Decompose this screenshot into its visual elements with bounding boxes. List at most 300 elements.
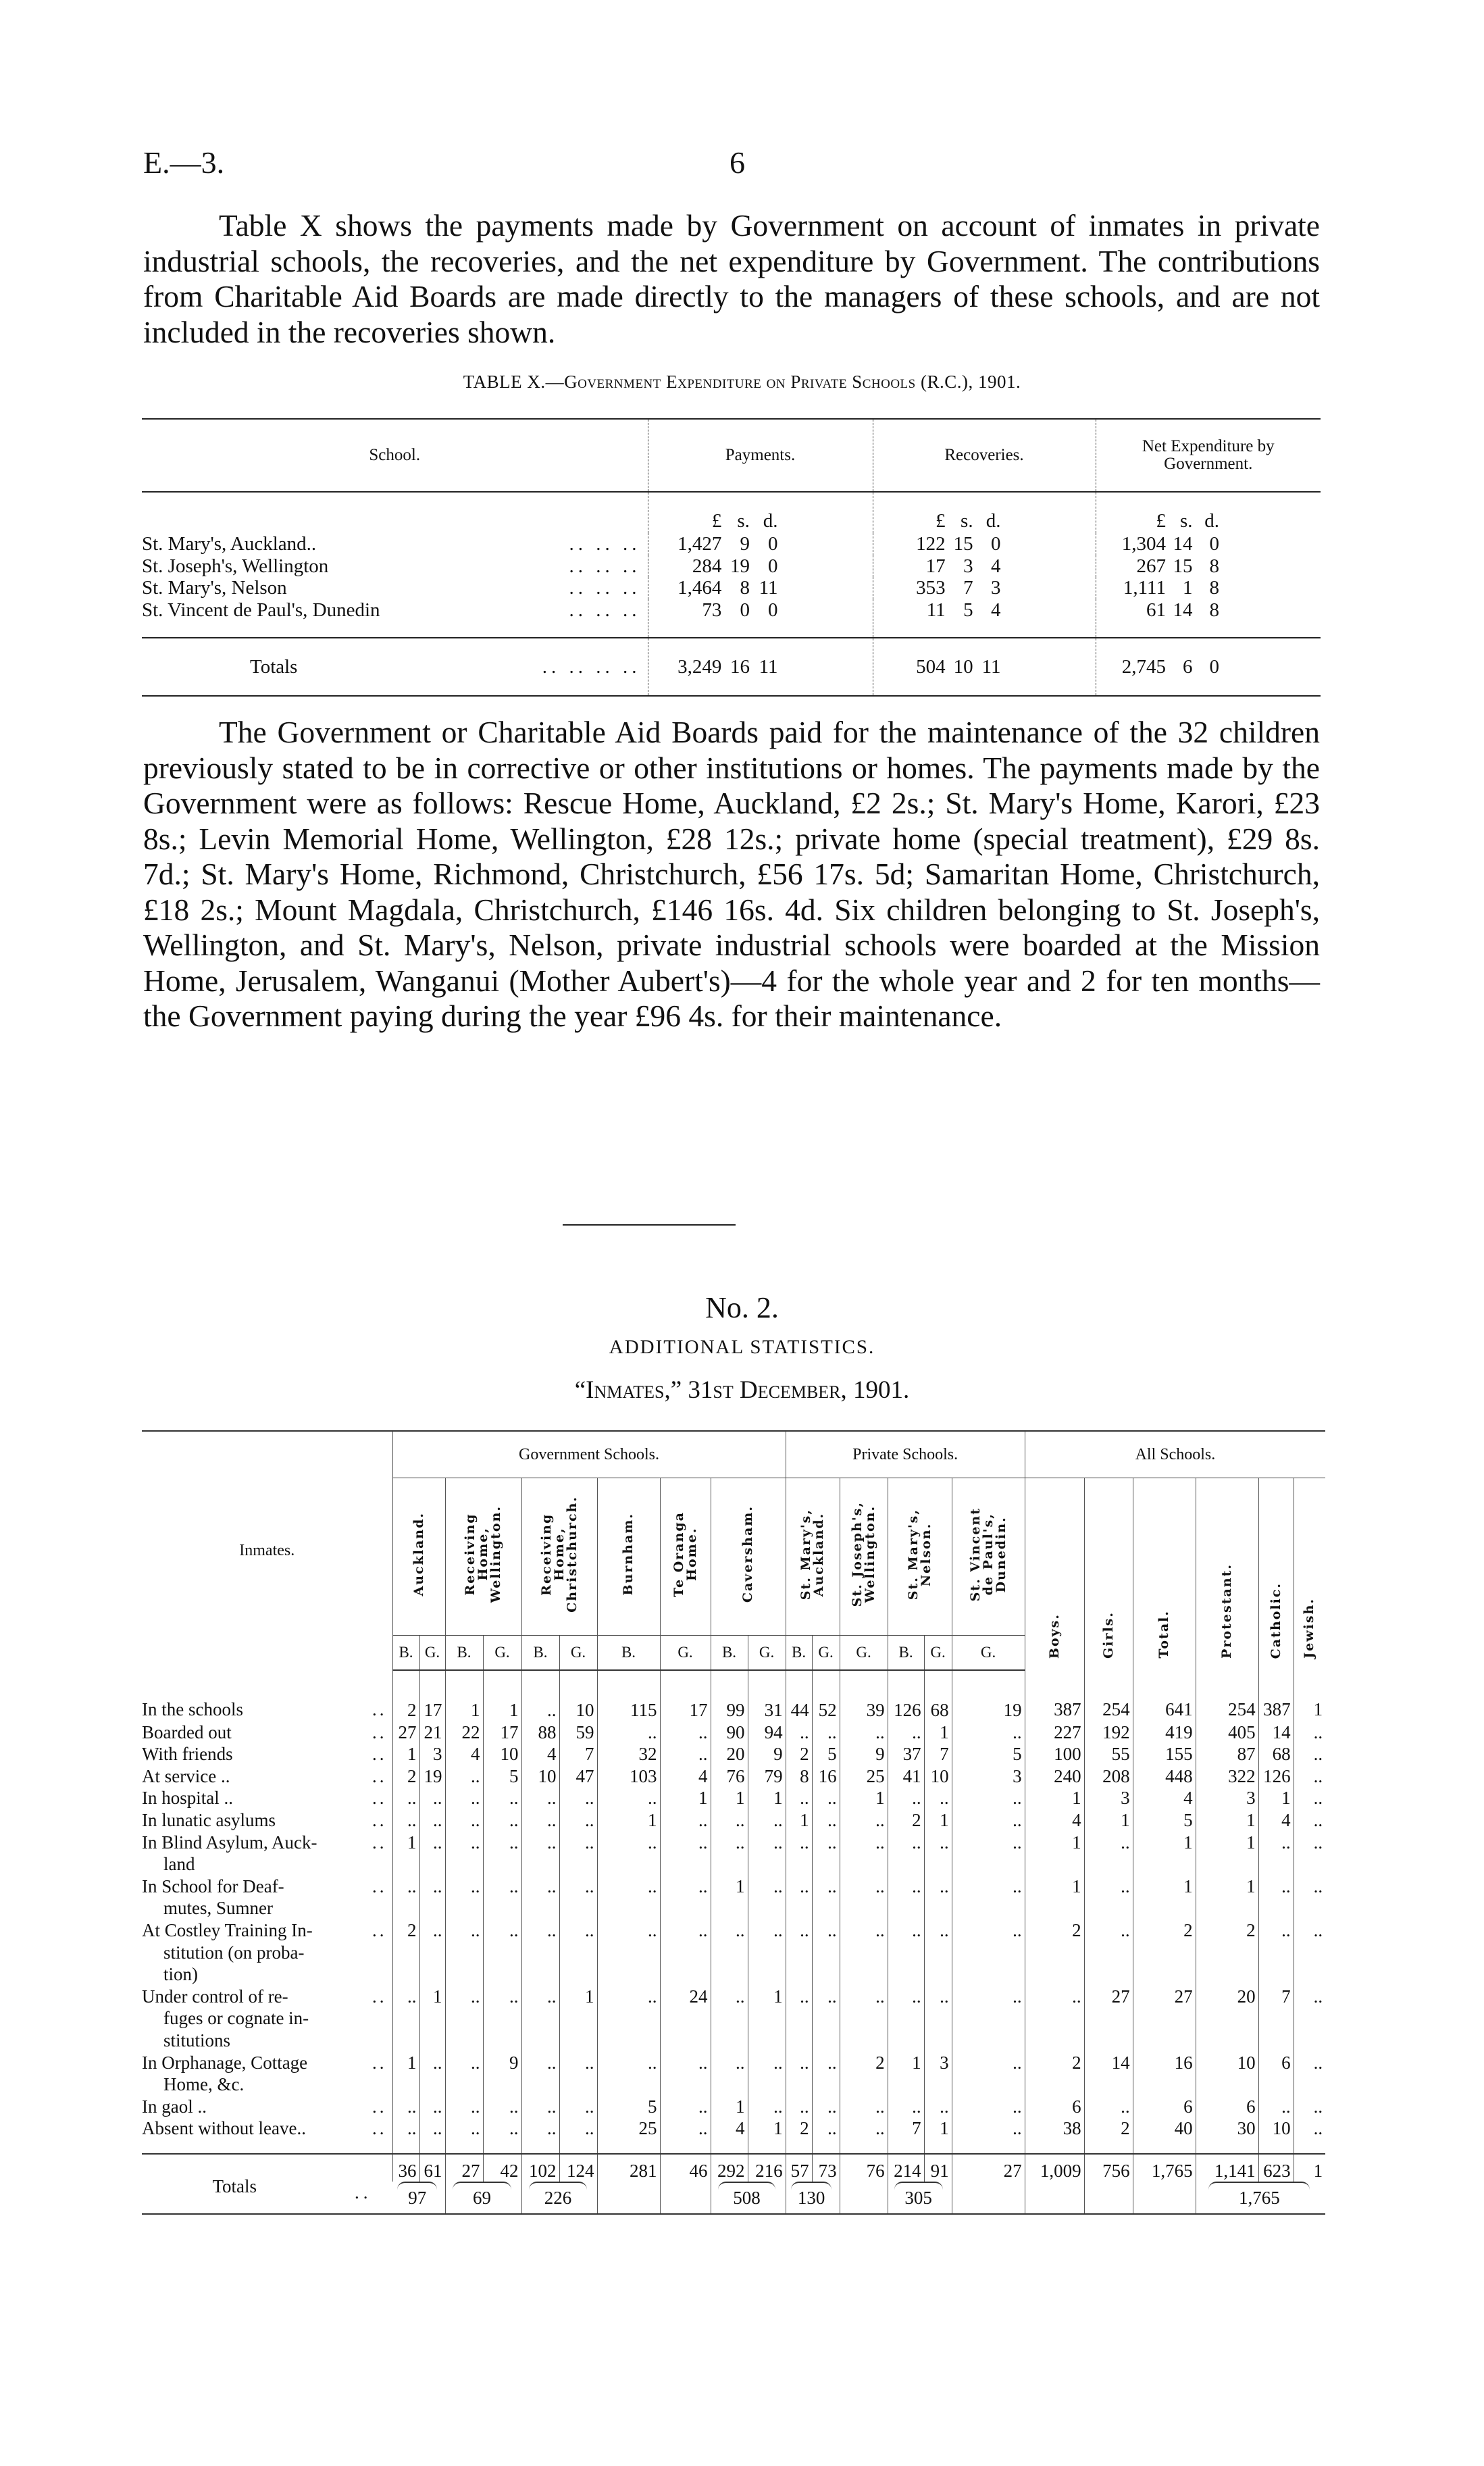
girls-subheader: G. [748,1636,786,1671]
table-cell: 20 [711,1743,748,1765]
school-name: Receiving Home, Christchurch. [538,1496,580,1613]
leader-dots: .. .. .. [569,533,641,555]
table-cell: 25 [840,1765,888,1788]
recoveries-pence: 4 [991,599,1001,621]
table-cell: 31 [748,1670,786,1721]
table-cell: 4 [711,2117,748,2140]
school-column-header [521,1478,597,1636]
table-cell: .. [445,1986,483,2052]
row-label: In Blind Asylum, Auck- land [142,1832,317,1875]
table-cell: .. [786,1721,812,1744]
table-cell: .. [483,1787,521,1809]
table-cell: .. [597,2052,660,2096]
girls-subheader: G. [559,1636,597,1671]
row-label: In School for Deaf- mutes, Sumner [142,1876,284,1919]
aggregate-column-label: Total. [1156,1610,1172,1659]
table-cell: 68 [924,1670,952,1721]
leader-dots: .. [372,2052,387,2073]
table-cell: .. [419,1919,445,1986]
total-cell: 91 [924,2154,952,2182]
net-amount [1096,533,1321,555]
table-cell: .. [840,1986,888,2052]
table-cell: 1 [483,1670,521,1721]
school-column-header [840,1478,888,1636]
table-cell: .. [419,2117,445,2140]
units-row [142,492,1321,533]
table-cell: .. [445,1919,483,1986]
table-cell: 38 [1025,2117,1084,2140]
total-net-shillings: 6 [1182,655,1193,678]
recoveries-pence: 4 [991,555,1001,577]
leader-dots: .. [372,1809,387,1830]
table-cell: 7 [924,1743,952,1765]
table-cell: 27 [1133,1986,1196,2052]
table-cell: 6 [1133,2096,1196,2118]
table-cell: .. [660,1743,711,1765]
table-cell: 1 [1084,1809,1133,1832]
table-cell: .. [888,1986,924,2052]
table-cell: .. [812,2096,840,2118]
payments-shillings: 9 [740,533,750,555]
table-cell: .. [1294,1809,1325,1832]
girls-subheader: G. [952,1636,1025,1671]
table-cell: .. [711,1986,748,2052]
table-cell: 94 [748,1721,786,1744]
table-cell: .. [812,1809,840,1832]
subtotal-value: 130 [791,2182,831,2209]
boys-subheader: B. [521,1636,559,1671]
unit-shillings: s. [961,510,973,532]
subtotal-cell [392,2182,445,2214]
school-name: St. Mary's, Nelson [142,577,287,599]
table-row [142,1986,1325,2052]
table-cell: 9 [748,1743,786,1765]
table-cell: 1 [392,1743,419,1765]
subtotal-value: 226 [529,2182,587,2209]
table-row [142,1919,1325,1986]
total-cell: 61 [419,2154,445,2182]
table-cell: .. [1294,1986,1325,2052]
table-cell: .. [888,1876,924,1919]
col-header-payments: Payments. [648,419,873,492]
table-cell: 5 [597,2096,660,2118]
leader-dots: .. .. .. [569,599,641,621]
table-cell: .. [748,2052,786,2096]
total-cell: 214 [888,2154,924,2182]
total-cell: 42 [483,2154,521,2182]
recoveries-pence: 3 [991,577,1001,599]
table-cell: .. [888,1787,924,1809]
recoveries-amount [873,599,1096,622]
recoveries-amount [873,577,1096,599]
school-column-header [952,1478,1025,1636]
leader-dots: .. .. .. [569,577,641,599]
table-cell: .. [445,1876,483,1919]
aggregate-column-label: Catholic. [1268,1582,1283,1659]
recoveries-amount [873,533,1096,555]
table-row [142,2117,1325,2140]
table-cell: .. [660,2117,711,2140]
table-cell: .. [1294,2052,1325,2096]
table-cell: 1 [1133,1832,1196,1876]
table-row [142,533,1321,555]
table-cell: 1 [1133,1876,1196,1919]
table-cell: 419 [1133,1721,1196,1744]
table-cell: .. [660,1832,711,1876]
table-cell: .. [711,2052,748,2096]
table-row [142,1743,1325,1765]
table-cell: .. [1294,2117,1325,2140]
totals-label: Totals [212,2176,257,2197]
table-cell: 52 [812,1670,840,1721]
table-cell: 20 [1196,1986,1258,2052]
table-cell: 227 [1025,1721,1084,1744]
table-cell: 5 [483,1765,521,1788]
section-divider [563,1224,736,1226]
table-cell: .. [392,2096,419,2118]
table-cell: .. [419,1832,445,1876]
table-cell: .. [597,1876,660,1919]
net-shillings: 14 [1173,599,1193,621]
col-header-recoveries: Recoveries. [873,419,1096,492]
totals-label: Totals [250,655,298,678]
recoveries-pounds: 17 [925,555,946,577]
table-cell: 10 [521,1765,559,1788]
table-cell: .. [888,2096,924,2118]
table-cell: 3 [1196,1787,1258,1809]
table-cell: .. [748,1876,786,1919]
table-cell: .. [483,2117,521,2140]
unit-pounds: £ [1156,510,1166,532]
table-cell: 17 [660,1670,711,1721]
table-cell: .. [419,2096,445,2118]
payments-pence: 0 [768,555,778,577]
leader-dots: .. [372,2118,387,2139]
table-cell: .. [559,1876,597,1919]
table-cell: 6 [1258,2052,1294,2096]
paragraph-table-x-intro: Table X shows the payments made by Government on account of inmates in private industrial schools, the recoveries, and the net expenditure by Government. The contributions from Charitable Aid Boards are made directly to the managers of these schools, and are not included in the recoveries shown. [143,208,1320,349]
aggregate-column-header [1025,1478,1084,1671]
table-cell: 16 [812,1765,840,1788]
leader-dots: .. [372,1744,387,1765]
boys-subheader: B. [597,1636,660,1671]
table-cell: .. [521,1670,559,1721]
table-cell: .. [419,1876,445,1919]
table-cell: .. [952,1832,1025,1876]
school-name: Burnham. [621,1513,636,1596]
table-cell: .. [952,1876,1025,1919]
subtotal-cell [786,2182,840,2214]
row-label: In lunatic asylums [142,1809,276,1830]
table-cell: .. [1294,1876,1325,1919]
table-cell: .. [952,2052,1025,2096]
table-cell: .. [559,1809,597,1832]
table-cell: .. [786,1876,812,1919]
table-cell: 1 [711,1787,748,1809]
table-cell: .. [521,1787,559,1809]
table-cell: 10 [483,1743,521,1765]
paragraph-maintenance-payments: The Government or Charitable Aid Boards paid for the maintenance of the 32 children previously stated to be in corrective or other institutions or homes. The payments made by the Government were as follows: Rescue Home, Auckland, £2 2s.; St. Mary's Home, Karori, £23 8s.; Levin Memorial Home, Wellington, £28 12s.; private home (special treatment), £29 8s. 7d.; St. Mary's Home, Richmond, Christchurch, £56 17s. 5d; Samaritan Home, Christchurch, £18 2s.; Mount Magdala, Christchurch, £146 16s. 4d. Six children belonging to St. Joseph's, Wellington, and St. Mary's, Nelson, private industrial schools were boarded at the Mission Home, Jerusalem, Wanganui (Mother Aubert's)—4 for the whole year and 2 for ten months—the Government paying during the year £96 4s. for their maintenance. [143,715,1320,1033]
unit-pounds: £ [936,510,946,532]
net-pence: 8 [1209,577,1219,599]
total-cell: 27 [952,2154,1025,2182]
girls-subheader: G. [924,1636,952,1671]
payments-pounds: 284 [692,555,722,577]
table-cell: .. [924,1832,952,1876]
subtotal-value: 508 [718,2182,775,2209]
net-shillings: 15 [1173,555,1193,577]
table-cell: .. [445,2117,483,2140]
recoveries-amount [873,555,1096,578]
table-cell: 1 [1294,1670,1325,1721]
table-cell: 4 [445,1743,483,1765]
table-cell: 25 [597,2117,660,2140]
table-cell: .. [1294,1919,1325,1986]
leader-dots: .. [372,1788,387,1809]
table-x [142,418,1321,697]
table-cell: .. [812,1721,840,1744]
table-cell: 19 [952,1670,1025,1721]
table-cell: .. [840,2117,888,2140]
table-cell: .. [660,1919,711,1986]
table-cell: .. [711,1809,748,1832]
subtotal-cell [660,2182,711,2214]
table-cell: .. [840,1809,888,1832]
total-cell: 292 [711,2154,748,2182]
subtotal-cell [445,2182,521,2214]
group-private-schools: Private Schools. [786,1431,1025,1478]
total-payments-pounds: 3,249 [677,655,722,678]
row-label: In Orphanage, Cottage Home, &c. [142,2052,308,2095]
table-cell: 10 [1196,2052,1258,2096]
table-cell: .. [521,1919,559,1986]
table-cell: .. [812,1787,840,1809]
school-column-header [888,1478,952,1636]
total-cell: 46 [660,2154,711,2182]
unit-pounds: £ [711,510,722,532]
table-cell: .. [521,2096,559,2118]
table-cell: .. [559,1919,597,1986]
table-cell: 10 [559,1670,597,1721]
report-code: E.—3. [143,145,225,180]
table-cell: .. [660,2096,711,2118]
table-cell: 2 [392,1919,419,1986]
net-pounds: 267 [1136,555,1166,577]
total-recoveries-pence: 11 [981,655,1001,678]
table-cell: .. [748,2096,786,2118]
table-cell: .. [748,1809,786,1832]
table-cell: 14 [1084,2052,1133,2096]
table-cell: .. [924,1876,952,1919]
table-cell: 103 [597,1765,660,1788]
row-label: In hospital .. [142,1788,233,1809]
total-cell: 1,141 [1196,2154,1258,2182]
section-title: ADDITIONAL STATISTICS. [609,1336,875,1358]
boys-subheader: B. [711,1636,748,1671]
table-cell: .. [559,2096,597,2118]
table-cell: .. [711,1832,748,1876]
table-cell: .. [924,1787,952,1809]
table-cell: .. [1084,1832,1133,1876]
table-cell: .. [952,1809,1025,1832]
table-cell: 16 [1133,2052,1196,2096]
table-cell: 2 [1196,1919,1258,1986]
subtotal-cell [952,2182,1025,2214]
table-cell: .. [1084,1919,1133,1986]
table-cell: 2 [1025,1919,1084,1986]
table-cell: 90 [711,1721,748,1744]
table-cell: 1 [924,1721,952,1744]
table-cell: .. [483,1986,521,2052]
net-amount [1096,599,1321,622]
totals-separator [142,2140,1325,2154]
unit-pence: d. [763,510,778,532]
table-cell: .. [521,2052,559,2096]
table-cell: .. [392,1986,419,2052]
table-cell: 405 [1196,1721,1258,1744]
leader-dots: .. [372,1876,387,1896]
school-name: St. Mary's, Auckland.. [142,533,317,555]
table-cell: .. [559,1832,597,1876]
subtotal-cell [521,2182,597,2214]
total-net-pence: 0 [1209,655,1219,678]
row-label: Under control of re- fuges or cognate in- stitutions [142,1986,309,2050]
table-cell: .. [1025,1986,1084,2052]
table-cell: 88 [521,1721,559,1744]
table-cell: .. [392,1876,419,1919]
total-cell: 756 [1084,2154,1133,2182]
table-cell: .. [786,1832,812,1876]
table-cell: .. [559,2052,597,2096]
table-cell: .. [1258,2096,1294,2118]
group-government-schools: Government Schools. [392,1431,786,1478]
row-label: Absent without leave.. [142,2118,306,2139]
table-cell: .. [924,1919,952,1986]
row-label: With friends [142,1744,233,1765]
table-cell: 59 [559,1721,597,1744]
table-cell: 7 [888,2117,924,2140]
aggregate-column-label: Protestant. [1219,1563,1235,1659]
table-cell: 5 [812,1743,840,1765]
table-cell: .. [445,1832,483,1876]
table-cell: 126 [888,1670,924,1721]
table-cell: 1 [419,1986,445,2052]
table-cell: 24 [660,1986,711,2052]
school-name: St. Vincent de Paul's, Dunedin. [967,1507,1008,1602]
total-cell: 102 [521,2154,559,2182]
table-cell: .. [952,1986,1025,2052]
subtotal-cell [840,2182,888,2214]
table-cell: .. [840,1919,888,1986]
aggregate-column-header [1133,1478,1196,1671]
table-cell: .. [952,1721,1025,1744]
totals-row [142,638,1321,696]
girls-subheader: G. [419,1636,445,1671]
table-cell: .. [888,1721,924,1744]
table-cell: 2 [786,2117,812,2140]
school-column-header [597,1478,660,1636]
school-name: Receiving Home, Wellington. [463,1505,503,1603]
payments-pounds: 73 [702,599,722,621]
unit-pence: d. [986,510,1001,532]
table-cell: .. [445,1787,483,1809]
table-cell: .. [521,1986,559,2052]
col-header-school: School. [142,419,648,492]
table-cell: 448 [1133,1765,1196,1788]
subtotal-cell [711,2182,786,2214]
table-cell: 32 [597,1743,660,1765]
net-shillings: 14 [1173,533,1193,555]
table-cell: .. [521,1832,559,1876]
school-column-header [392,1478,445,1636]
table-cell: 37 [888,1743,924,1765]
table-cell: 40 [1133,2117,1196,2140]
total-cell: 1,765 [1133,2154,1196,2182]
table-cell: .. [1084,2096,1133,2118]
total-cell: 623 [1258,2154,1294,2182]
table-cell: .. [1294,1832,1325,1876]
table-cell: .. [888,1919,924,1986]
table-cell: .. [1258,1919,1294,1986]
net-pounds: 1,304 [1121,533,1166,555]
table-cell: 21 [419,1721,445,1744]
net-pence: 0 [1209,533,1219,555]
table-cell: 6 [1196,2096,1258,2118]
total-cell: 1,009 [1025,2154,1084,2182]
table-cell: 126 [1258,1765,1294,1788]
table-cell: 1 [1025,1876,1084,1919]
table-cell: 1 [748,1986,786,2052]
table-cell: 1 [392,2052,419,2096]
total-cell: 27 [445,2154,483,2182]
table-cell: 2 [786,1743,812,1765]
table-cell: .. [1258,1832,1294,1876]
table-cell: 27 [1084,1986,1133,2052]
table-cell: 1 [660,1787,711,1809]
payments-pence: 0 [768,599,778,621]
table-cell: .. [597,1832,660,1876]
unit-shillings: s. [737,510,750,532]
table-cell: 1 [1196,1832,1258,1876]
table-cell: 9 [840,1743,888,1765]
table-cell: 155 [1133,1743,1196,1765]
table-cell: 1 [748,2117,786,2140]
table-cell: .. [660,2052,711,2096]
payments-amount [648,599,873,622]
table-cell: .. [924,2096,952,2118]
aggregate-column-header [1196,1478,1258,1671]
table-cell: .. [559,1787,597,1809]
table-cell: 68 [1258,1743,1294,1765]
table-cell: 14 [1258,1721,1294,1744]
total-cell: 36 [392,2154,419,2182]
table-cell: 27 [392,1721,419,1744]
group-header-row [142,1431,1325,1478]
boys-subheader: B. [786,1636,812,1671]
section-subtitle: “Inmates,” 31st December, 1901. [574,1376,910,1404]
table-cell: 3 [924,2052,952,2096]
payments-pounds: 1,464 [677,577,722,599]
table-row [142,2096,1325,2118]
table-cell: 1 [597,1809,660,1832]
payments-pence: 11 [759,577,778,599]
table-cell: 4 [1258,1809,1294,1832]
leader-dots: .. .. .. [569,555,641,577]
table-cell: .. [840,1832,888,1876]
table-cell: 9 [483,2052,521,2096]
aggregate-column-header [1294,1478,1325,1671]
table-cell: 1 [840,1787,888,1809]
